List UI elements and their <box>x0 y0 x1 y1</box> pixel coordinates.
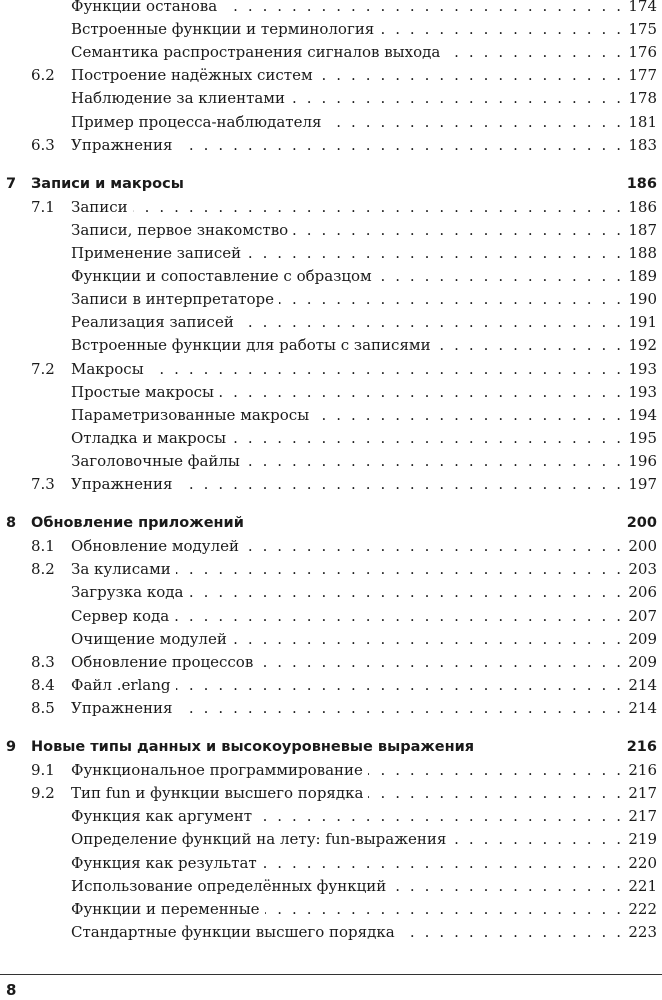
toc-chapter[interactable] <box>0 513 662 533</box>
toc-title: Файл .erlang <box>71 675 176 695</box>
toc-number: 8.1 <box>31 537 55 556</box>
toc-number: 8.2 <box>31 560 55 579</box>
toc-page-number: 220 <box>624 853 657 873</box>
toc-title: Функция как аргумент <box>71 806 257 826</box>
toc-title: Загрузка кода <box>71 582 188 602</box>
toc-title: Наблюдение за клиентами <box>71 88 290 108</box>
toc-title: За кулисами <box>71 559 176 579</box>
toc-number: 9.2 <box>31 784 55 803</box>
toc-title: Обновление приложений <box>31 515 244 532</box>
toc-page-number: 174 <box>624 0 657 16</box>
toc-title: Простые макросы <box>71 382 219 402</box>
toc-title: Построение надёжных систем <box>71 65 318 85</box>
toc-number: 8.4 <box>31 675 55 694</box>
toc-page-number: 203 <box>624 559 657 579</box>
toc-subsection[interactable] <box>0 312 662 332</box>
toc-section[interactable] <box>0 197 662 217</box>
toc-title: Новые типы данных и высокоуровневые выражения <box>31 739 475 755</box>
toc-title: Очищение модулей <box>71 629 232 649</box>
toc-title: Обновление модулей <box>71 536 244 556</box>
toc-page-number: 216 <box>623 737 657 757</box>
toc-subsection[interactable] <box>0 42 662 62</box>
toc-page-number: 214 <box>624 698 657 718</box>
toc-subsection[interactable] <box>0 266 662 286</box>
toc-page-number: 200 <box>623 513 657 533</box>
toc-title: Тип fun и функции высшего порядка <box>71 783 368 803</box>
toc-subsection[interactable] <box>0 451 662 471</box>
toc-section[interactable] <box>0 536 662 556</box>
toc-subsection[interactable] <box>0 428 662 448</box>
toc-page-number: 192 <box>624 335 657 355</box>
page-number: 8 <box>6 981 17 999</box>
toc-title: Функция как результат <box>71 853 262 873</box>
toc-page-number: 189 <box>624 266 657 286</box>
toc-page-number: 194 <box>624 405 657 425</box>
toc-page-number: 197 <box>624 474 657 494</box>
toc-subsection[interactable] <box>0 0 662 16</box>
toc-section[interactable] <box>0 783 662 803</box>
toc-section[interactable] <box>0 65 662 85</box>
toc-page-number: 183 <box>624 135 657 155</box>
toc-page-number: 191 <box>624 312 657 332</box>
toc-page-number: 214 <box>624 675 657 695</box>
toc-chapter[interactable] <box>0 174 662 194</box>
toc-section[interactable] <box>0 652 662 672</box>
toc-subsection[interactable] <box>0 220 662 240</box>
toc-title: Записи <box>71 197 133 217</box>
toc-title: Макросы <box>71 359 149 379</box>
toc-section[interactable] <box>0 135 662 155</box>
toc-title: Обновление процессов <box>71 652 258 672</box>
toc-section[interactable] <box>0 559 662 579</box>
toc-page-number: 190 <box>624 289 657 309</box>
toc-subsection[interactable] <box>0 405 662 425</box>
toc-subsection[interactable] <box>0 19 662 39</box>
dot-leader <box>71 197 620 217</box>
toc-title: Записи и макросы <box>31 175 184 192</box>
toc-title: Стандартные функции высшего порядка <box>71 922 400 942</box>
toc-title: Параметризованные макросы <box>71 405 314 425</box>
toc-page-number: 217 <box>624 783 657 803</box>
toc-page-number: 181 <box>624 112 657 132</box>
toc-page-number: 193 <box>624 359 657 379</box>
toc-subsection[interactable] <box>0 112 662 132</box>
toc-page-number: 188 <box>624 243 657 263</box>
toc-title: Встроенные функции для работы с записями <box>71 335 436 355</box>
toc-subsection[interactable] <box>0 606 662 626</box>
toc-number: 7.3 <box>31 475 55 493</box>
toc-number: 7.2 <box>31 359 55 378</box>
toc-number: 8 <box>6 515 17 532</box>
toc-title: Встроенные функции и терминология <box>71 19 379 39</box>
toc-page-number: 186 <box>623 174 657 194</box>
toc-title: Упражнения <box>71 135 178 155</box>
toc-subsection[interactable] <box>0 853 662 873</box>
toc-number: 8.5 <box>31 698 55 717</box>
toc-title: Сервер кода <box>71 606 174 626</box>
toc-title: Заголовочные файлы <box>71 451 245 471</box>
toc-page-number: 178 <box>624 88 657 108</box>
toc-title: Записи, первое знакомство <box>71 220 293 240</box>
toc-section[interactable] <box>0 474 662 494</box>
toc-title: Упражнения <box>71 474 178 494</box>
toc-chapter[interactable] <box>0 737 662 757</box>
toc-page-number: 223 <box>624 922 657 942</box>
toc-number: 8.3 <box>31 652 55 671</box>
toc-page-number: 209 <box>624 629 657 649</box>
toc-number: 6.2 <box>31 66 55 85</box>
toc-subsection[interactable] <box>0 289 662 309</box>
toc-title: Функциональное программирование <box>71 760 368 780</box>
toc-number: 9 <box>6 739 17 755</box>
toc-page-number: 186 <box>624 197 657 217</box>
toc-subsection[interactable] <box>0 382 662 402</box>
toc-title: Пример процесса-наблюдателя <box>71 112 326 132</box>
toc-section[interactable] <box>0 698 662 718</box>
toc-page-number: 217 <box>624 806 657 826</box>
toc-section[interactable] <box>0 760 662 780</box>
toc-page-number: 196 <box>624 451 657 471</box>
toc-number: 7.1 <box>31 197 55 216</box>
toc-page-number: 200 <box>624 536 657 556</box>
toc-subsection[interactable] <box>0 88 662 108</box>
toc-page-number: 187 <box>624 220 657 240</box>
toc-page-number: 175 <box>624 19 657 39</box>
toc-page-number: 221 <box>624 876 657 896</box>
toc-number: 6.3 <box>31 135 55 154</box>
toc-subsection[interactable] <box>0 629 662 649</box>
toc-section[interactable] <box>0 359 662 379</box>
toc-subsection[interactable] <box>0 582 662 602</box>
toc-number: 9.1 <box>31 761 55 780</box>
toc-title: Функции и сопоставление с образцом <box>71 266 377 286</box>
toc-title: Семантика распространения сигналов выхода <box>71 42 445 62</box>
toc-title: Использование определённых функций <box>71 876 391 896</box>
toc-page-number: 222 <box>624 899 657 919</box>
footer-rule <box>0 974 662 975</box>
toc-number: 7 <box>6 175 17 192</box>
toc-page-number: 206 <box>624 582 657 602</box>
toc-page-number: 209 <box>624 652 657 672</box>
toc-subsection[interactable] <box>0 899 662 919</box>
toc-page-number: 193 <box>624 382 657 402</box>
toc-title: Функции и переменные <box>71 899 265 919</box>
toc-page-number: 216 <box>624 760 657 780</box>
toc-title: Записи в интерпретаторе <box>71 289 279 309</box>
toc-page-number: 219 <box>624 829 657 849</box>
toc-title: Реализация записей <box>71 312 239 332</box>
toc-page-number: 207 <box>624 606 657 626</box>
toc-title: Упражнения <box>71 698 178 718</box>
toc-title: Определение функций на лету: fun-выражения <box>71 829 451 849</box>
toc-subsection[interactable] <box>0 806 662 826</box>
toc-subsection[interactable] <box>0 335 662 355</box>
toc-subsection[interactable] <box>0 243 662 263</box>
toc-page-number: 176 <box>624 42 657 62</box>
toc-page-number: 195 <box>624 428 657 448</box>
toc-title: Применение записей <box>71 243 246 263</box>
toc-section[interactable] <box>0 675 662 695</box>
toc-title: Отладка и макросы <box>71 428 231 448</box>
toc-title: Функции останова <box>71 0 222 16</box>
toc-subsection[interactable] <box>0 829 662 849</box>
dot-leader <box>71 359 620 379</box>
toc-subsection[interactable] <box>0 922 662 942</box>
toc-subsection[interactable] <box>0 876 662 896</box>
toc-page-number: 177 <box>624 65 657 85</box>
